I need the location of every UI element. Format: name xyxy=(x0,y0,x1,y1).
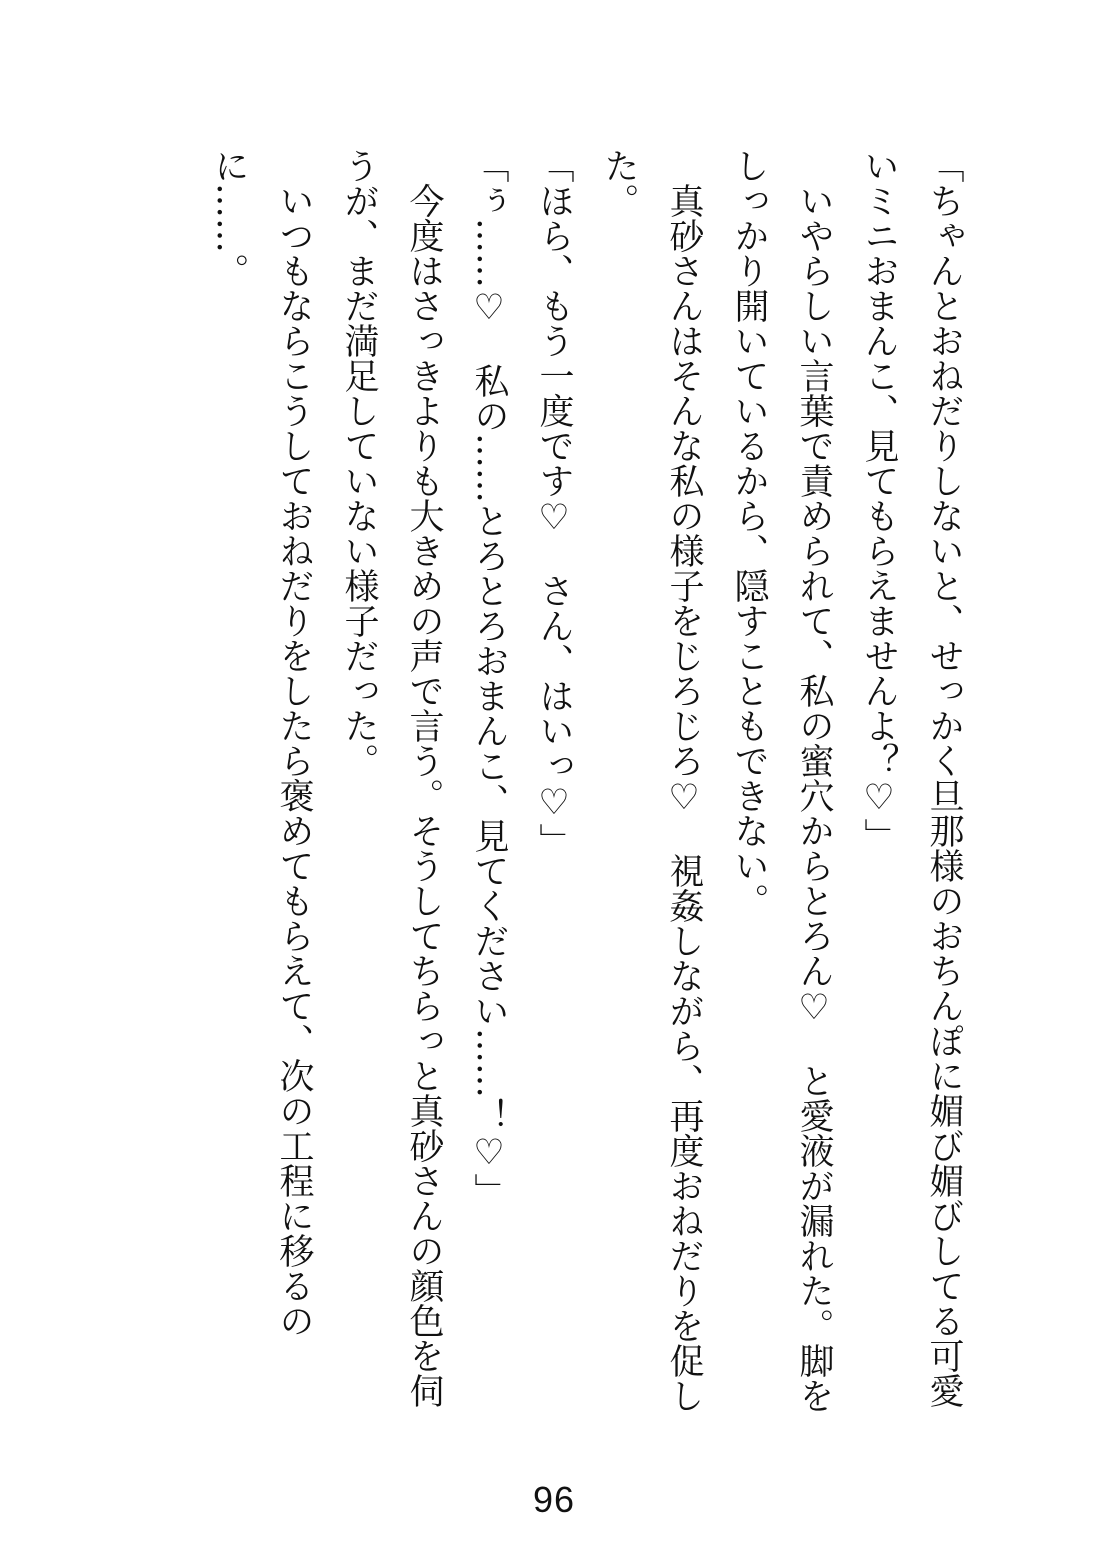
paragraph-narration-4: いつもならこうしておねだりをしたら褒めてもらえて、次の工程に移るのに……。 xyxy=(209,148,314,1338)
paragraph-dialogue-1: 「ちゃんとおねだりしないと、せっかく旦那様のおちんぽに媚び媚びしてる可愛いミニおまんこ、見てもらえませんよ？♡」 xyxy=(859,148,964,1408)
vertical-text-body xyxy=(209,148,976,1418)
paragraph-narration-1: いやらしい言葉で責められて、私の蜜穴からとろん♡ と愛液が漏れた。脚をしっかり開いているから、隠すこともできない。 xyxy=(729,148,834,1413)
paragraph-narration-2: 真砂さんはそんな私の様子をじろじろ♡ 視姦しながら、再度おねだりを促した。 xyxy=(599,148,704,1413)
paragraph-dialogue-2: 「ほら、もう一度です♡ さん、はいっ♡」 xyxy=(534,148,574,858)
paragraph-dialogue-3: 「ぅ……♡ 私の……とろとろおまんこ、見てください……！♡」 xyxy=(469,148,509,1208)
paragraph-narration-3: 今度はさっきよりも大きめの声で言う。そうしてちらっと真砂さんの顔色を伺うが、まだ満足していない様子だった。 xyxy=(339,148,444,1408)
page-number: 96 xyxy=(532,1479,576,1520)
